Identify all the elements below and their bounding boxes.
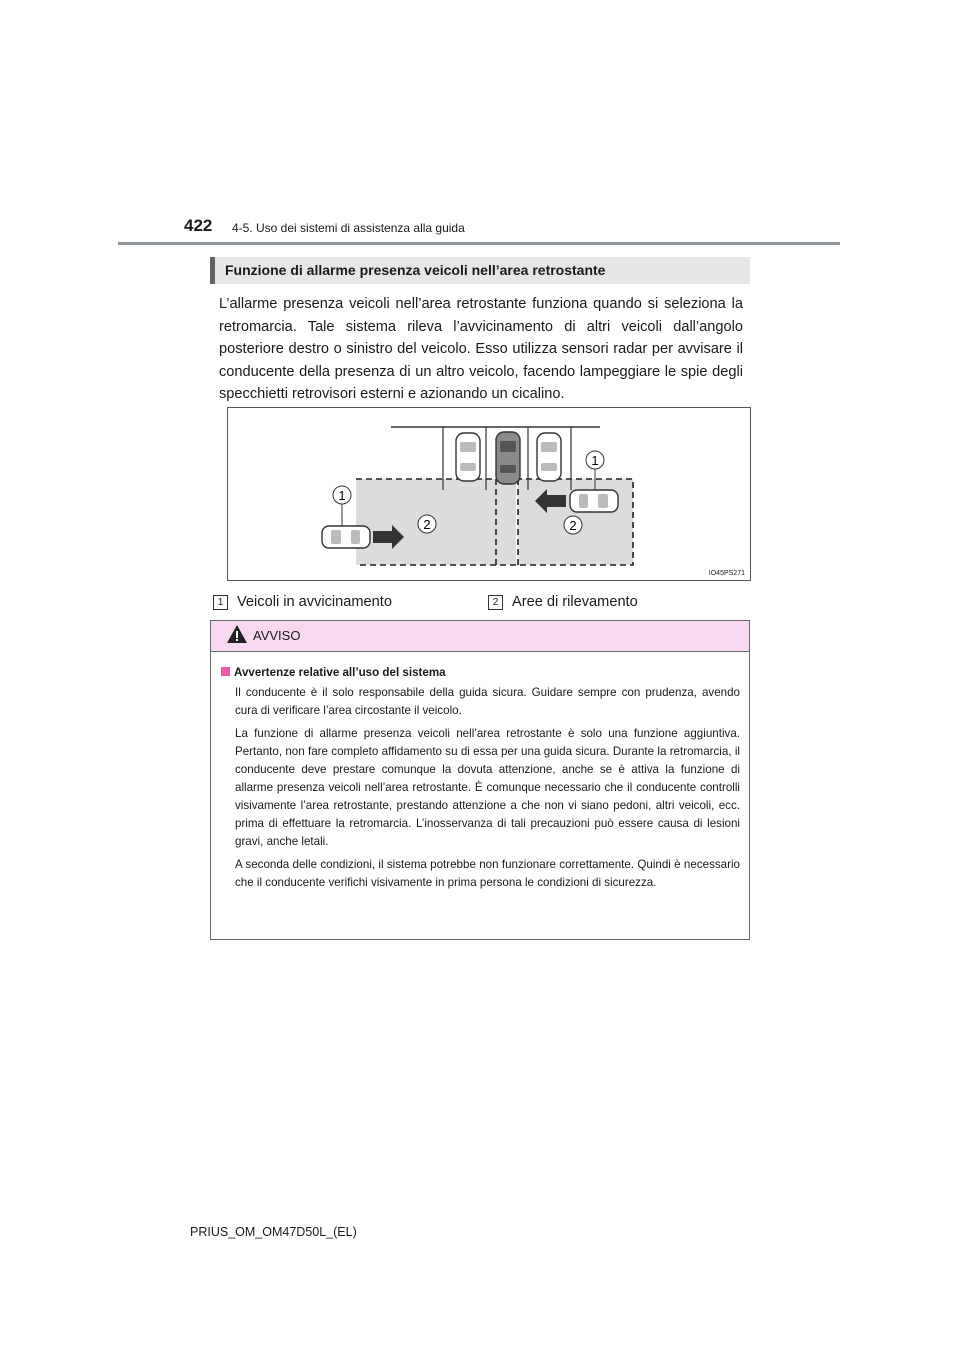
section-heading-text: Funzione di allarme presenza veicoli nell’area retrostante xyxy=(225,262,606,278)
warning-paragraph: Il conducente è il solo responsabile della guida sicura. Guidare sempre con prudenza, avendo cura di verificare l’area circostante il veicolo. xyxy=(235,686,740,717)
illustration-rear-cross-traffic xyxy=(227,407,751,581)
document-code: PRIUS_OM_OM47D50L_(EL) xyxy=(190,1225,357,1239)
warning-paragraph: La funzione di allarme presenza veicoli nell’area retrostante è solo una funzione aggiuntiva. Pertanto, non fare completo affidamento su di essa per una guida sicura. Durante la retromarcia, il conducente deve prestare comunque la dovuta attenzione, anche se è attiva la funzione di allarme presenza veicoli nell’area retrostante. È comunque necessario che il conducente controlli visivamente l’area retrostante, prestando attenzione a che non vi siano pedoni, altri veicoli, ecc. prima di effettuare la retromarcia. L’inosservanza di tali precauzioni può essere causa di lesioni gravi, anche letali. xyxy=(235,727,740,848)
legend-number: 2 xyxy=(488,595,503,610)
parked-car-icon xyxy=(537,433,561,481)
parking-diagram xyxy=(228,408,750,580)
callout-2-left xyxy=(418,515,436,533)
figure-code: IO45PS271 xyxy=(708,570,745,577)
approaching-car-right-icon xyxy=(570,490,618,512)
section-heading xyxy=(210,257,750,284)
own-vehicle-icon xyxy=(496,432,520,484)
warning-paragraph: A seconda delle condizioni, il sistema potrebbe non funzionare correttamente. Quindi è necessario che il conducente verifichi visivamente in prima persona le condizioni di sicurezza. xyxy=(235,858,740,889)
warning-box xyxy=(210,620,750,940)
legend-item-1 xyxy=(213,594,392,610)
intro-paragraph: L’allarme presenza veicoli nell’area retrostante funziona quando si seleziona la retromarcia. Tale sistema rileva l’avvicinamento di altri veicoli dall’angolo posteriore destro o sinistro del veicolo. Esso utilizza sensori radar per avvisare il conducente della presenza di un altro veicolo, facendo lampeggiare le spie degli specchietti retrovisori esterni e azionando un cicalino. xyxy=(219,296,743,403)
svg-text:2: 2 xyxy=(423,517,431,532)
parked-car-icon xyxy=(456,433,480,481)
legend-item-2 xyxy=(488,594,638,610)
svg-text:1: 1 xyxy=(591,453,599,468)
warning-header xyxy=(211,621,749,652)
warning-label: AVVISO xyxy=(253,628,301,643)
approaching-car-left-icon xyxy=(322,526,370,548)
legend-number: 1 xyxy=(213,595,228,610)
warning-triangle-icon xyxy=(226,624,248,644)
callout-1-left xyxy=(333,486,351,504)
warning-subheading: Avvertenze relative all’uso del sistema xyxy=(221,664,740,682)
page-number: 422 xyxy=(184,216,213,235)
header-rule xyxy=(118,242,840,245)
legend-text: Aree di rilevamento xyxy=(512,594,638,610)
legend-text: Veicoli in avvicinamento xyxy=(237,594,392,610)
chapter-title: 4-5. Uso dei sistemi di assistenza alla guida xyxy=(232,221,465,235)
square-bullet-icon xyxy=(221,667,230,676)
heading-accent-bar xyxy=(210,257,215,284)
svg-text:2: 2 xyxy=(569,518,577,533)
warning-body xyxy=(211,652,749,892)
callout-2-right xyxy=(564,516,582,534)
callout-1-right xyxy=(586,451,604,469)
svg-text:1: 1 xyxy=(338,488,346,503)
